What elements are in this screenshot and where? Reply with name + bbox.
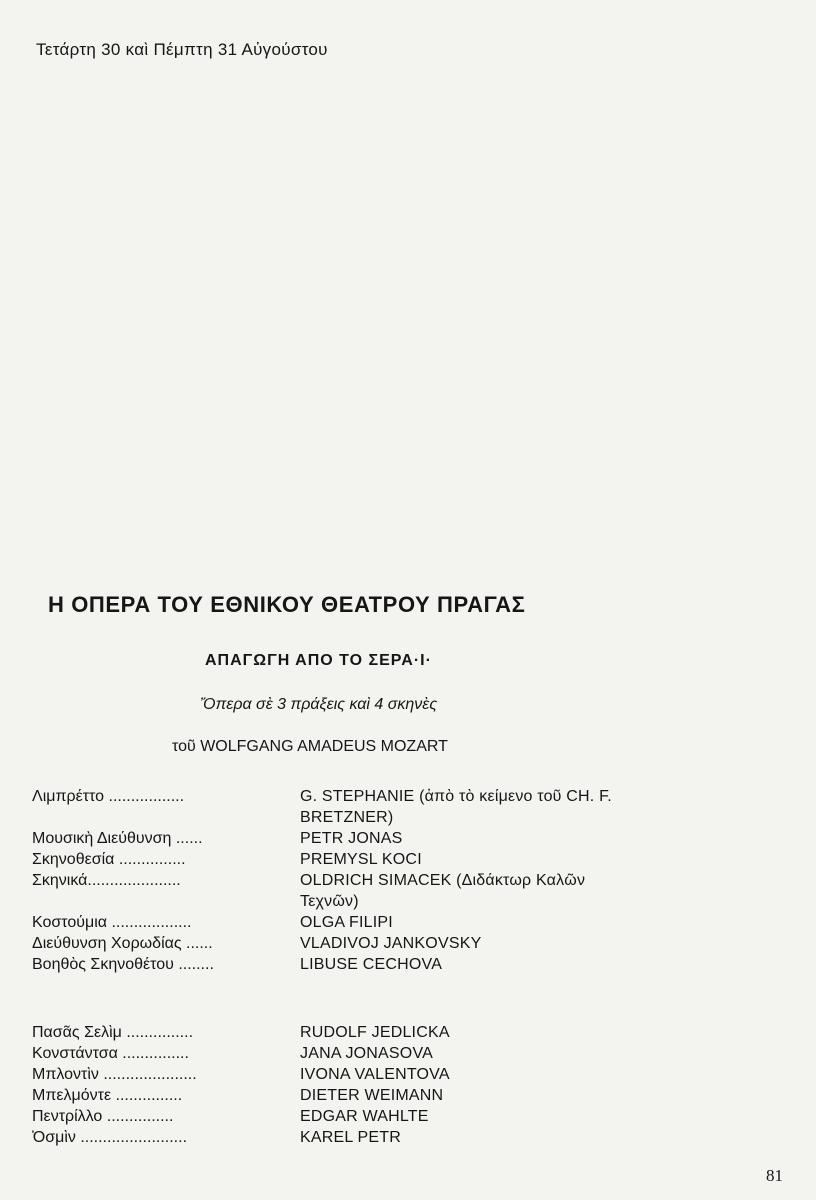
- cast-row: [32, 1043, 672, 1064]
- credit-role: Βοηθὸς Σκηνοθέτου ........: [32, 956, 214, 973]
- credit-name: PETR JONAS: [300, 830, 403, 847]
- cast-row: [32, 1022, 672, 1043]
- cast-row: [32, 1085, 672, 1106]
- credit-role: Λιμπρέττο .................: [32, 788, 185, 805]
- cast-name: JANA JONASOVA: [300, 1045, 434, 1062]
- performance-date: Τετάρτη 30 καὶ Πέμπτη 31 Αὐγούστου: [36, 40, 328, 59]
- credit-name: LIBUSE CECHOVA: [300, 956, 443, 973]
- composer-line: τοῦ WOLFGANG AMADEUS MOZART: [172, 738, 448, 755]
- cast-role: Μπελμόντε ...............: [32, 1087, 183, 1104]
- cast-role: Μπλοντὶν .....................: [32, 1066, 197, 1083]
- opera-genre: Ὄπερα σὲ 3 πράξεις καὶ 4 σκηνὲς: [200, 696, 438, 713]
- credit-name: VLADIVOJ JANKOVSKY: [300, 935, 482, 952]
- credit-role: Κοστούμια ..................: [32, 914, 192, 931]
- opera-title: ΑΠΑΓΩΓΗ ΑΠΟ ΤΟ ΣΕΡΑ·Ι·: [205, 652, 432, 669]
- cast-row: [32, 1127, 672, 1148]
- credit-name: G. STEPHANIE (ἀπὸ τὸ κείμενο τοῦ CH. F. BRETZNER): [300, 788, 612, 826]
- credit-row: [32, 933, 672, 954]
- credit-role: Μουσικὴ Διεύθυνση ......: [32, 830, 203, 847]
- credit-name: PREMYSL KOCI: [300, 851, 422, 868]
- cast-row: [32, 1064, 672, 1085]
- page-title: Η ΟΠΕΡΑ ΤΟΥ ΕΘΝΙΚΟΥ ΘΕΑΤΡΟΥ ΠΡΑΓΑΣ: [48, 592, 526, 617]
- credit-row: [32, 786, 672, 828]
- cast-role: Ὀσμὶν ........................: [32, 1129, 188, 1146]
- cast-name: DIETER WEIMANN: [300, 1087, 444, 1104]
- cast-name: IVONA VALENTOVA: [300, 1066, 450, 1083]
- credit-row: [32, 828, 672, 849]
- credit-row: [32, 954, 672, 975]
- cast-row: [32, 1106, 672, 1127]
- crew-credits: [32, 786, 672, 975]
- credit-role: Σκηνοθεσία ...............: [32, 851, 186, 868]
- credit-role: Σκηνικά.....................: [32, 872, 181, 889]
- cast-role: Κονστάντσα ...............: [32, 1045, 189, 1062]
- cast-name: KAREL PETR: [300, 1129, 401, 1146]
- page-number: 81: [766, 1166, 783, 1185]
- cast-name: RUDOLF JEDLICKA: [300, 1024, 450, 1041]
- cast-role: Πεντρίλλο ...............: [32, 1108, 174, 1125]
- cast-name: EDGAR WAHLTE: [300, 1108, 429, 1125]
- credit-row: [32, 912, 672, 933]
- cast-list: [32, 1022, 672, 1148]
- credit-row: [32, 849, 672, 870]
- credit-name: OLGA FILIPI: [300, 914, 393, 931]
- credit-row: [32, 870, 672, 912]
- credit-name: OLDRICH SIMACEK (Διδάκτωρ Καλῶν Τεχνῶν): [300, 872, 586, 910]
- credit-role: Διεύθυνση Χορωδίας ......: [32, 935, 213, 952]
- cast-role: Πασᾶς Σελὶμ ...............: [32, 1024, 194, 1041]
